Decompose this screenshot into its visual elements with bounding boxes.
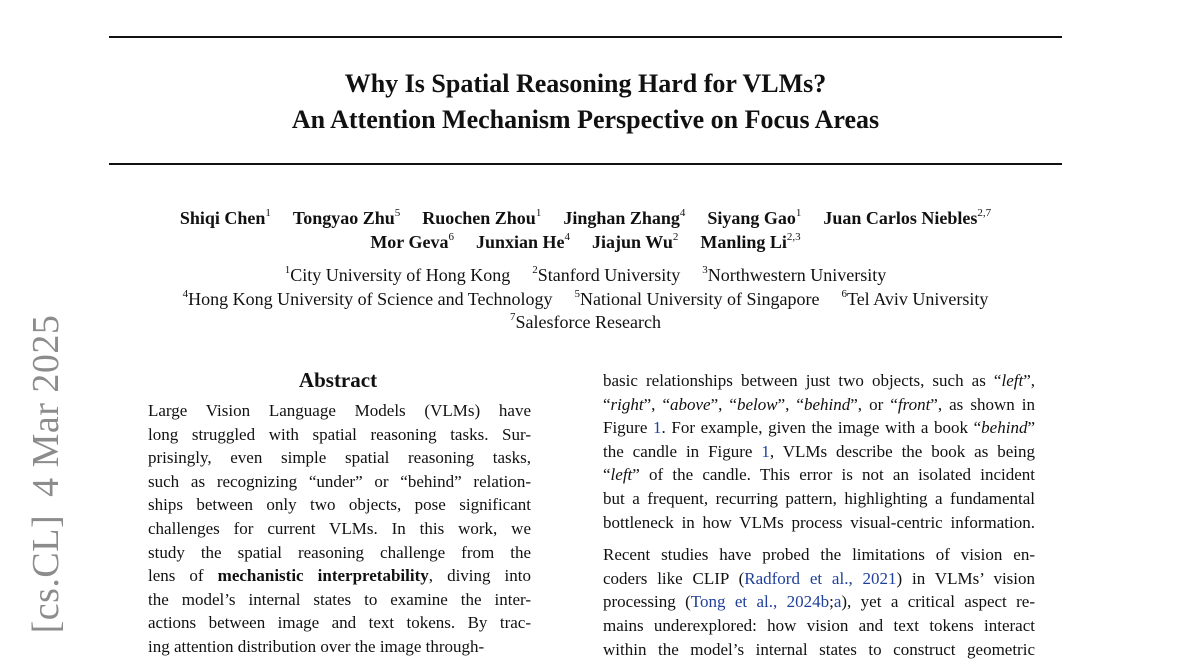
author-name-text: Juan Carlos Niebles xyxy=(823,208,978,228)
author-name-text: Tongyao Zhu xyxy=(292,208,395,228)
author-name-text: Manling Li xyxy=(700,232,787,252)
author-name xyxy=(370,230,454,254)
body-line xyxy=(603,614,1035,638)
body-text: ”, or “ xyxy=(850,394,898,414)
abstract-emphasis: mechanistic interpretability xyxy=(217,566,429,586)
body-text: Figure xyxy=(603,418,654,438)
author-affiliation-mark: 5 xyxy=(394,207,401,219)
citation-link[interactable]: 1 xyxy=(761,441,770,461)
author-name xyxy=(707,206,801,230)
body-text: ”, xyxy=(1023,371,1035,390)
body-text: ) in VLMs’ vision xyxy=(896,568,1036,588)
author-affiliation-mark: 2,7 xyxy=(977,207,992,219)
abstract-line: ships between only two objects, pose significant xyxy=(148,495,531,515)
body-text: ; xyxy=(829,592,834,612)
author-name xyxy=(180,206,271,230)
citation-link[interactable]: Radford et al., 2021 xyxy=(744,568,897,588)
spatial-term: front xyxy=(897,394,931,414)
arxiv-stamp xyxy=(10,300,82,648)
abstract-heading: Abstract xyxy=(298,368,378,392)
affiliation-mark: 5 xyxy=(574,287,580,300)
affiliation-mark: 3 xyxy=(702,264,708,276)
body-text: ”, as shown in xyxy=(930,394,1035,414)
title-line-2: An Attention Mechanism Perspective on Focus Areas xyxy=(291,105,880,134)
author-line-2 xyxy=(109,230,1062,254)
body-text: ”, “ xyxy=(643,394,670,414)
body-line xyxy=(603,590,1035,614)
introduction-body xyxy=(603,369,1035,661)
affiliation xyxy=(532,264,680,288)
title-top-rule xyxy=(109,36,1062,38)
body-text: . For example, given the image with a book “ xyxy=(661,418,982,438)
affiliation-mark: 1 xyxy=(284,264,291,276)
author-name xyxy=(823,206,991,230)
author-affiliation-mark: 2 xyxy=(672,231,679,243)
affiliation-line-3 xyxy=(109,311,1062,335)
affiliation xyxy=(510,311,661,335)
body-text: , VLMs describe the book as being xyxy=(769,441,1035,461)
affiliation-line-1 xyxy=(109,264,1062,288)
affiliation xyxy=(702,264,886,288)
affiliation-mark: 2 xyxy=(532,264,538,276)
author-name xyxy=(592,230,678,254)
body-line xyxy=(603,369,1035,393)
affiliation-name: Hong Kong University of Science and Technology xyxy=(188,288,553,309)
abstract-body xyxy=(148,399,531,659)
abstract-line: Large Vision Language Models (VLMs) have xyxy=(148,401,531,420)
abstract-line xyxy=(148,564,531,588)
author-affiliation-mark: 4 xyxy=(564,231,570,243)
body-text: ”, “ xyxy=(777,394,804,414)
citation-link[interactable]: Tong et al., 2024b xyxy=(690,592,830,612)
author-name-text: Shiqi Chen xyxy=(179,208,266,228)
body-text: processing ( xyxy=(603,592,691,612)
body-line xyxy=(603,416,1035,440)
affiliation xyxy=(183,288,553,312)
spatial-term: left xyxy=(1001,371,1024,390)
abstract-line: ing attention distribution over the image through- xyxy=(148,636,485,656)
citation-link[interactable]: 1 xyxy=(653,418,662,438)
title-line-1: Why Is Spatial Reasoning Hard for VLMs? xyxy=(344,69,827,98)
body-line xyxy=(603,463,1035,487)
spatial-term: behind xyxy=(803,394,851,414)
body-line xyxy=(603,487,1035,511)
body-line xyxy=(603,567,1035,591)
affiliation-name: Tel Aviv University xyxy=(846,288,989,309)
body-text: ), yet a critical aspect re- xyxy=(841,592,1036,612)
body-text: “ xyxy=(603,394,611,414)
body-text: “ xyxy=(603,465,611,485)
body-text: ”, “ xyxy=(710,394,737,414)
title-bottom-rule xyxy=(109,163,1062,165)
author-name-text: Siyang Gao xyxy=(707,208,796,228)
affiliation-list xyxy=(109,264,1062,335)
author-name xyxy=(563,206,685,230)
author-affiliation-mark: 1 xyxy=(535,207,542,219)
spatial-term: above xyxy=(670,394,711,414)
author-name-text: Ruochen Zhou xyxy=(422,208,536,228)
author-list xyxy=(109,206,1062,254)
abstract-line: prisingly, even simple spatial reasoning tasks, xyxy=(148,448,531,468)
arxiv-stamp-text xyxy=(24,315,68,634)
author-name-text: Jiajun Wu xyxy=(592,232,673,252)
affiliation-line-2 xyxy=(109,288,1062,312)
author-affiliation-mark: 1 xyxy=(265,207,271,219)
spatial-term: below xyxy=(736,394,778,414)
paper-title xyxy=(109,66,1062,138)
abstract-line: the model’s internal states to examine the inter- xyxy=(148,589,531,609)
affiliation xyxy=(575,288,820,312)
arxiv-category: [cs.CL] xyxy=(25,514,67,634)
spatial-term: right xyxy=(610,394,644,414)
affiliation-mark: 6 xyxy=(841,287,847,300)
author-name xyxy=(293,206,400,230)
author-name xyxy=(700,230,800,254)
author-name xyxy=(476,230,570,254)
abstract-line: challenges for current VLMs. In this work, we xyxy=(148,518,531,538)
body-text: the candle in Figure xyxy=(603,441,762,461)
spatial-term: behind xyxy=(981,418,1028,438)
body-line xyxy=(603,638,1035,661)
author-name-text: Junxian He xyxy=(475,232,565,252)
abstract-line: such as recognizing “under” or “behind” relation- xyxy=(148,471,531,491)
author-name-text: Jinghan Zhang xyxy=(563,208,680,228)
author-affiliation-mark: 1 xyxy=(795,207,802,219)
author-name-text: Mor Geva xyxy=(370,232,449,252)
body-text: ” xyxy=(1027,418,1035,438)
body-line xyxy=(603,393,1035,417)
affiliation-name: Stanford University xyxy=(537,265,681,285)
abstract-line: actions between image and text tokens. By trac- xyxy=(148,613,531,633)
body-text: ” of the candle. This error is not an isolated incident xyxy=(632,465,1035,485)
author-name xyxy=(422,206,541,230)
abstract-line: study the spatial reasoning challenge from the xyxy=(148,542,531,562)
arxiv-date: 4 Mar 2025 xyxy=(25,314,67,497)
affiliation-name: City University of Hong Kong xyxy=(290,265,511,285)
body-text: bottleneck in how VLMs process visual-centric information. xyxy=(603,512,1035,532)
author-affiliation-mark: 2,3 xyxy=(786,231,801,243)
body-text: basic relationships between just two objects, such as “ xyxy=(603,371,1002,390)
affiliation-name: Salesforce Research xyxy=(515,312,661,332)
affiliation-mark: 4 xyxy=(182,287,189,300)
body-text: within the model’s internal states to construct geometric xyxy=(603,639,1035,659)
affiliation xyxy=(841,288,988,312)
affiliation-name: Northwestern University xyxy=(707,265,887,285)
spatial-term: left xyxy=(610,465,633,485)
affiliation-name: National University of Singapore xyxy=(580,288,820,309)
citation-link[interactable]: a xyxy=(833,592,842,612)
body-line xyxy=(603,511,1035,535)
body-text: Recent studies have probed the limitations of vision en- xyxy=(603,545,1035,565)
abstract-text: , diving into xyxy=(428,566,532,586)
abstract-line: long struggled with spatial reasoning tasks. Sur- xyxy=(148,424,531,444)
author-line-1 xyxy=(109,206,1062,230)
body-text: coders like CLIP ( xyxy=(603,568,745,588)
affiliation-mark: 7 xyxy=(510,311,516,323)
author-affiliation-mark: 4 xyxy=(679,207,686,219)
affiliation xyxy=(285,264,511,288)
body-text: mains underexplored: how vision and text tokens interact xyxy=(603,615,1035,635)
body-line xyxy=(603,440,1035,464)
body-line xyxy=(603,543,1035,567)
abstract-text: lens of xyxy=(148,566,218,586)
author-affiliation-mark: 6 xyxy=(448,231,454,243)
body-text: but a frequent, recurring pattern, highlighting a fundamental xyxy=(603,488,1035,508)
